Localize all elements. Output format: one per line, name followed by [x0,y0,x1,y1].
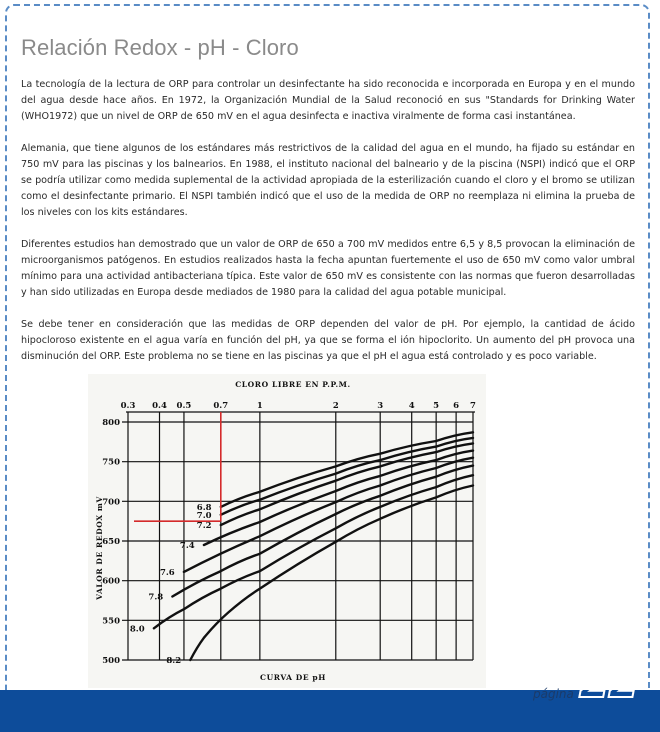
x-tick-label: 0.3 [120,401,136,411]
ph-curve-label: 7.0 [196,510,212,521]
ph-curve-label: 7.4 [179,540,195,551]
chart-ylabel: VALOR DE REDOX mV [95,496,104,600]
ph-curve-label: 8.2 [166,656,182,666]
y-tick-label: 500 [102,656,120,666]
paragraph: Diferentes estudios han demostrado que un valor de ORP de 650 a 700 mV medidos entre 6,5 y 8,5 provocan la eliminación de microorganismos patógenos. En estudios realizados hasta la fecha apuntan fuertemente el uso de 650 mV como valor umbral mínimo para una actividad antibacteriana típica. Este valor de 650 mV es consistente con las normas que fueron desarrolladas y han sido utilizadas en Europa desde mediados de 1980 para la calidad del agua potable municipal. [21,239,635,298]
ph-curve-label: 7.2 [196,521,212,532]
paragraph: Se debe tener en consideración que las medidas de ORP dependen del valor de pH. Por ejemplo, la cantidad de ácido hipocloroso existente en el agua varía en función del pH, ya que se forma el ión hipoclorito. Un aumento del pH provoca una disminución del ORP. Este problema no se tiene en las piscinas ya que el pH el agua está controlado y es poco variable. [21,319,635,362]
ph-curve-label: 6.8 [196,502,212,513]
page-number: 22 [579,655,638,708]
x-tick-label: 1 [256,401,263,411]
y-tick-label: 800 [102,418,120,428]
chart-title: CLORO LIBRE EN P.P.M. [235,380,351,389]
y-tick-label: 550 [102,616,120,627]
y-tick-label: 750 [102,457,120,468]
page-title: Relación Redox - pH - Cloro [21,35,299,60]
x-tick-label: 2 [332,401,339,411]
y-tick-label: 600 [102,576,120,587]
x-tick-label: 5 [433,401,440,411]
x-tick-label: 0.4 [152,401,167,411]
x-tick-label: 0.7 [213,401,229,411]
ph-curve-label: 7.6 [159,567,175,578]
x-tick-label: 6 [453,401,460,411]
article-body [21,77,635,381]
x-tick-label: 7 [470,401,476,411]
ph-curve-label: 7.8 [148,592,164,603]
x-tick-label: 4 [408,401,415,411]
y-tick-label: 700 [102,497,120,508]
ph-curve [221,443,473,525]
page-label: página [533,687,574,701]
paragraph: La tecnología de la lectura de ORP para controlar un desinfectante ha sido reconocida e incorporada en Europa y en el mundo del agua desde hace años. En 1972, la Organización Mundial de la Salud reconoció en sus "Standards for Drinking Water (WHO1972) que un nivel de ORP de 650 mV en el agua desinfecta e inactiva viralmente de forma casi instantánea. [21,79,635,122]
redox-ph-chlorine-chart [88,374,486,688]
x-tick-label: 3 [377,401,384,411]
x-tick-label: 0.5 [176,401,192,411]
chart-xlabel: CURVA DE pH [260,673,326,682]
y-tick-label: 650 [102,537,120,547]
ph-curve-label: 8.0 [129,624,145,635]
paragraph: Alemania, que tiene algunos de los estándares más restrictivos de la calidad del agua en el mundo, ha fijado su estándar en 750 mV para las piscinas y los balnearios. En 1988, el instituto nacional del balneario y de la piscina (NSPI) indicó que el ORP se podría utilizar como medida suplemental de la actividad apropiada de la esterilización cuando el cloro y el bromo se utilizan como el desinfectante primario. El NSPI también indicó que el uso de la medida de ORP no reemplaza ni elimina la prueba de los niveles con los kits estándares. [21,143,635,218]
ph-curve [190,486,473,661]
chart-svg [88,374,486,688]
